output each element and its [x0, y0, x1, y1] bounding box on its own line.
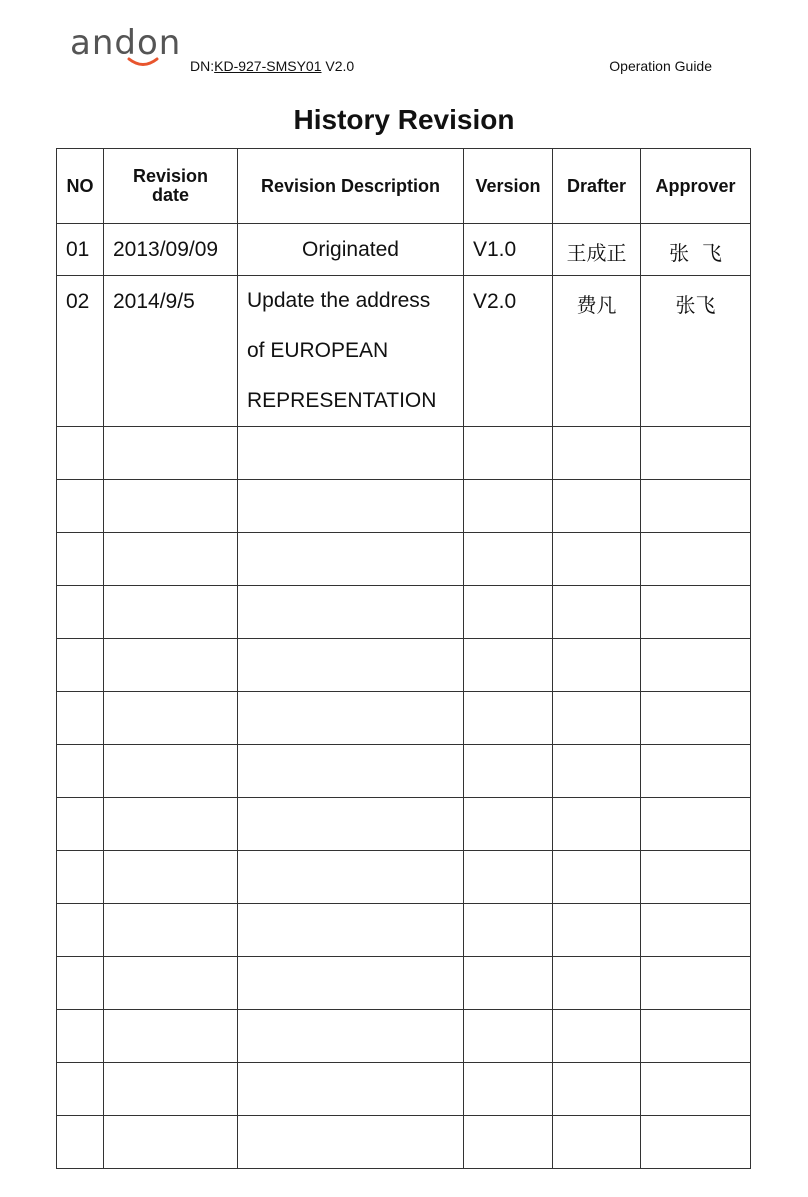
cell-description: Originated: [238, 224, 464, 276]
empty-cell: [641, 745, 751, 798]
empty-cell: [104, 639, 238, 692]
empty-cell: [57, 1116, 104, 1169]
empty-cell: [238, 1116, 464, 1169]
empty-cell: [553, 427, 641, 480]
empty-row: [57, 1010, 751, 1063]
header-version: Version: [464, 149, 553, 224]
header-row: [57, 149, 751, 224]
empty-cell: [553, 1010, 641, 1063]
empty-cell: [238, 639, 464, 692]
empty-cell: [641, 427, 751, 480]
description-line: Update the address: [247, 289, 431, 312]
empty-cell: [553, 1116, 641, 1169]
empty-row: [57, 798, 751, 851]
empty-row: [57, 957, 751, 1010]
header-no: NO: [57, 149, 104, 224]
empty-cell: [464, 427, 553, 480]
empty-row: [57, 851, 751, 904]
cell-no: 01: [57, 224, 104, 276]
empty-cell: [104, 745, 238, 798]
empty-cell: [104, 1063, 238, 1116]
empty-cell: [641, 1010, 751, 1063]
revision-table: [56, 148, 751, 1169]
empty-cell: [104, 586, 238, 639]
logo-text: andon: [70, 23, 182, 63]
empty-cell: [641, 1063, 751, 1116]
empty-cell: [641, 957, 751, 1010]
empty-cell: [238, 533, 464, 586]
empty-cell: [553, 1063, 641, 1116]
empty-cell: [57, 904, 104, 957]
empty-cell: [553, 639, 641, 692]
dn-code: KD-927-SMSY01: [214, 58, 322, 74]
empty-cell: [57, 851, 104, 904]
cell-date: 2013/09/09: [104, 224, 238, 276]
empty-cell: [238, 692, 464, 745]
empty-cell: [553, 957, 641, 1010]
operation-guide-label: Operation Guide: [609, 58, 712, 74]
empty-cell: [553, 904, 641, 957]
empty-row: [57, 1063, 751, 1116]
empty-cell: [57, 1063, 104, 1116]
empty-cell: [238, 480, 464, 533]
empty-cell: [104, 851, 238, 904]
empty-cell: [553, 798, 641, 851]
empty-cell: [57, 1010, 104, 1063]
empty-cell: [238, 745, 464, 798]
empty-cell: [464, 692, 553, 745]
empty-cell: [104, 427, 238, 480]
empty-row: [57, 1116, 751, 1169]
empty-row: [57, 533, 751, 586]
empty-cell: [464, 851, 553, 904]
cell-approver: 张飞: [641, 276, 751, 427]
empty-cell: [57, 480, 104, 533]
empty-cell: [238, 1063, 464, 1116]
description-line: REPRESENTATION: [247, 389, 437, 412]
empty-row: [57, 639, 751, 692]
empty-cell: [641, 586, 751, 639]
empty-cell: [104, 480, 238, 533]
header-approver: Approver: [641, 149, 751, 224]
empty-cell: [464, 745, 553, 798]
empty-row: [57, 586, 751, 639]
empty-row: [57, 904, 751, 957]
empty-row: [57, 745, 751, 798]
logo-smile-icon: [126, 56, 160, 70]
empty-cell: [57, 692, 104, 745]
document-number: [190, 58, 354, 74]
header-revision-date: [104, 149, 238, 224]
empty-cell: [104, 692, 238, 745]
empty-cell: [238, 957, 464, 1010]
empty-cell: [464, 533, 553, 586]
empty-cell: [641, 904, 751, 957]
empty-cell: [104, 957, 238, 1010]
empty-cell: [553, 480, 641, 533]
empty-cell: [238, 904, 464, 957]
empty-cell: [464, 1010, 553, 1063]
andon-logo: [70, 23, 192, 72]
cell-version: V1.0: [464, 224, 553, 276]
empty-cell: [464, 639, 553, 692]
cell-no: 02: [57, 276, 104, 427]
empty-cell: [464, 957, 553, 1010]
empty-cell: [641, 851, 751, 904]
cell-date: 2014/9/5: [104, 276, 238, 427]
empty-cell: [641, 533, 751, 586]
empty-cell: [464, 798, 553, 851]
empty-cell: [57, 957, 104, 1010]
header-date-line1: Revision: [132, 166, 209, 186]
empty-cell: [464, 480, 553, 533]
cell-description: [238, 276, 464, 427]
dn-prefix: DN:: [190, 58, 215, 74]
empty-row: [57, 692, 751, 745]
empty-cell: [641, 798, 751, 851]
empty-cell: [104, 904, 238, 957]
empty-cell: [238, 1010, 464, 1063]
empty-cell: [641, 1116, 751, 1169]
empty-cell: [641, 692, 751, 745]
empty-cell: [641, 639, 751, 692]
empty-row: [57, 427, 751, 480]
empty-cell: [57, 639, 104, 692]
empty-cell: [464, 1063, 553, 1116]
empty-cell: [464, 586, 553, 639]
empty-cell: [57, 427, 104, 480]
empty-cell: [57, 745, 104, 798]
header-drafter: Drafter: [553, 149, 641, 224]
empty-cell: [104, 1116, 238, 1169]
cell-approver: 张 飞: [641, 224, 751, 276]
empty-cell: [57, 798, 104, 851]
empty-cell: [238, 851, 464, 904]
header-date-line2: date: [151, 185, 189, 205]
dn-version: V2.0: [321, 58, 355, 74]
cell-version: V2.0: [464, 276, 553, 427]
empty-cell: [104, 533, 238, 586]
cell-drafter: 王成正: [553, 224, 641, 276]
empty-cell: [57, 533, 104, 586]
cell-drafter: 费凡: [553, 276, 641, 427]
empty-cell: [238, 586, 464, 639]
empty-cell: [553, 533, 641, 586]
header-description: Revision Description: [238, 149, 464, 224]
empty-cell: [641, 480, 751, 533]
description-line: of EUROPEAN: [247, 339, 389, 362]
empty-cell: [104, 1010, 238, 1063]
empty-cell: [553, 745, 641, 798]
empty-cell: [553, 586, 641, 639]
empty-cell: [104, 798, 238, 851]
page-title: History Revision: [293, 104, 515, 135]
empty-cell: [553, 851, 641, 904]
empty-cell: [464, 1116, 553, 1169]
empty-cell: [57, 586, 104, 639]
empty-cell: [238, 427, 464, 480]
empty-cell: [553, 692, 641, 745]
table-row: [57, 276, 751, 427]
empty-cell: [238, 798, 464, 851]
empty-row: [57, 480, 751, 533]
empty-cell: [464, 904, 553, 957]
